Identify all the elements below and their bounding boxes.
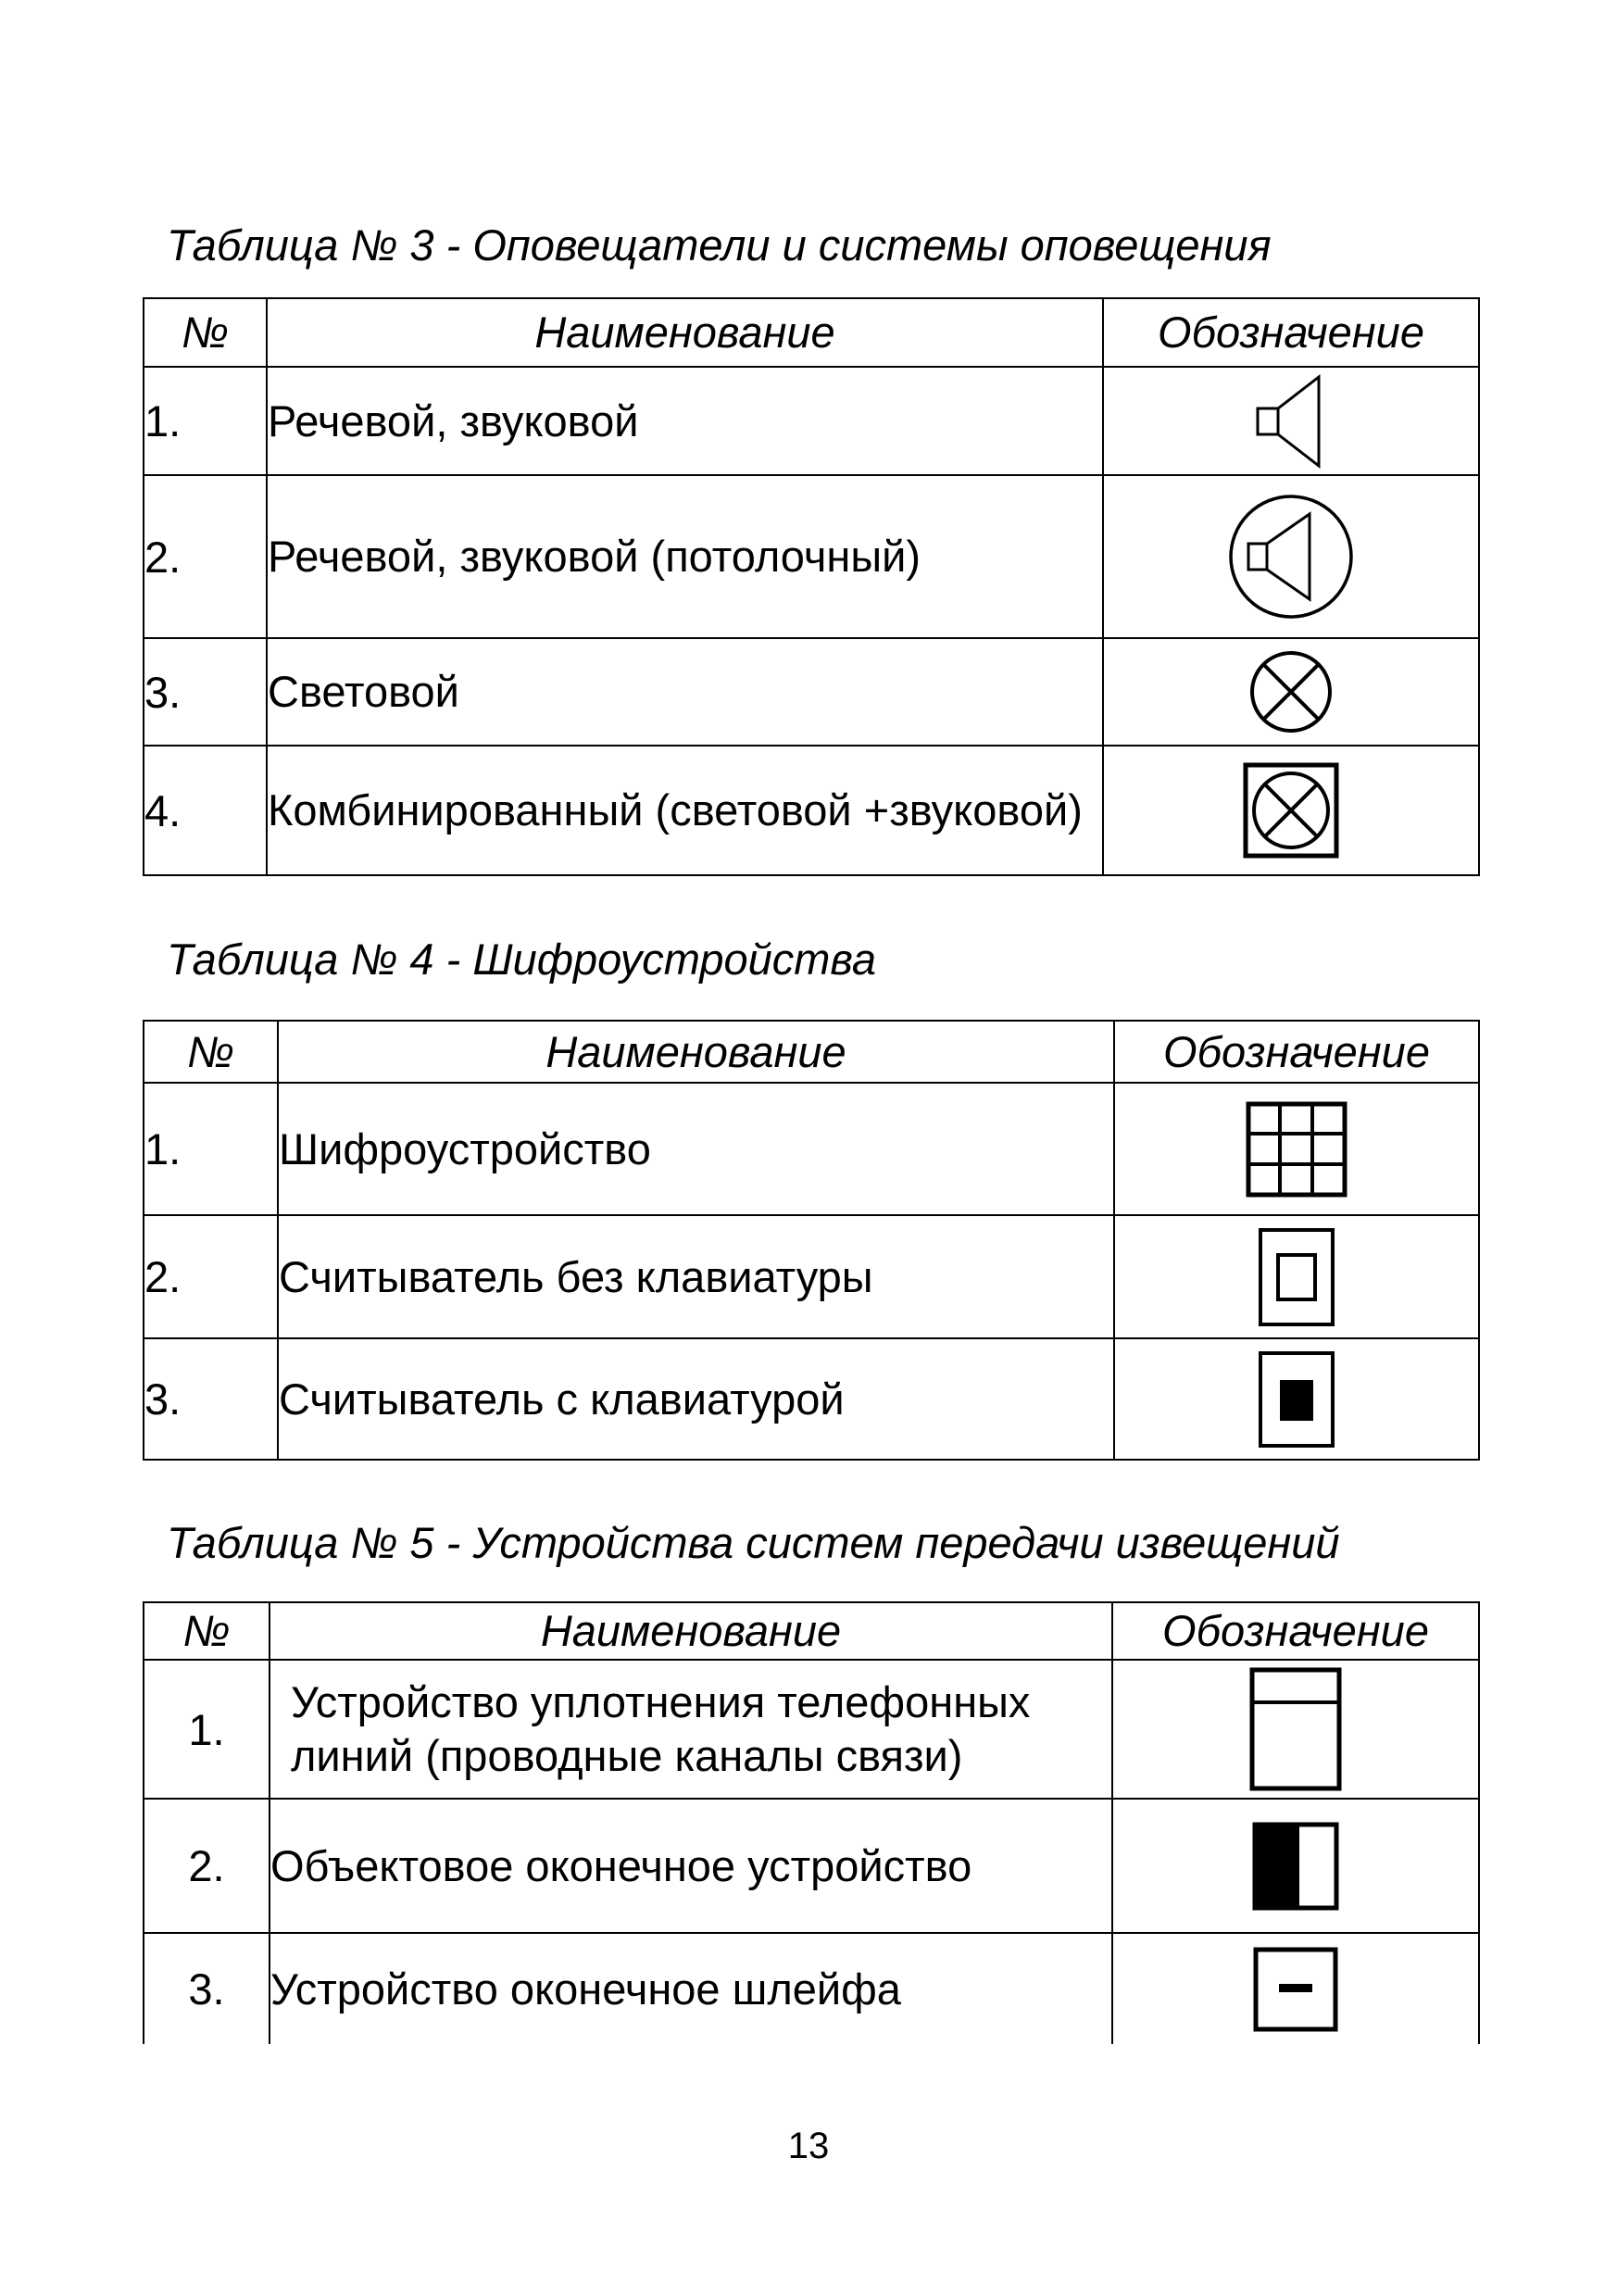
table-header-row [144,1021,1479,1083]
row-number: 1. [144,1660,270,1799]
row-symbol [1103,746,1479,875]
column-header-name: Наименование [270,1602,1112,1660]
row-number: 3. [144,638,267,746]
row-number: 2. [144,1215,278,1338]
row-name: Комбинированный (световой +звуковой) [267,746,1103,875]
row-symbol [1114,1083,1479,1215]
terminal-device-icon [1252,1822,1339,1911]
table-row [144,1660,1479,1799]
loop-terminator-icon [1253,1947,1338,2032]
row-number: 3. [144,1933,270,2044]
table-4 [143,1020,1480,1461]
row-symbol [1112,1799,1479,1933]
column-header-symbol: Обозначение [1112,1602,1479,1660]
table-row [144,1799,1479,1933]
table-row [144,475,1479,638]
column-header-num: № [144,298,267,367]
reader-icon [1258,1227,1335,1327]
light-signal-icon [1247,648,1335,735]
column-header-num: № [144,1602,270,1660]
table-row [144,367,1479,475]
column-header-name: Наименование [267,298,1103,367]
column-header-symbol: Обозначение [1114,1021,1479,1083]
speaker-icon [1254,373,1328,470]
table-row [144,638,1479,746]
row-symbol [1112,1933,1479,2044]
combined-signal-icon [1243,762,1339,859]
table-3-caption: Таблица № 3 - Оповещатели и системы оповещения [167,220,1272,270]
row-name: Речевой, звуковой (потолочный) [267,475,1103,638]
table-3 [143,297,1480,876]
keypad-icon [1246,1101,1348,1198]
row-name: Устройство оконечное шлейфа [270,1933,1112,2044]
table-row [144,746,1479,875]
column-header-symbol: Обозначение [1103,298,1479,367]
table-row [144,1338,1479,1460]
page-number: 13 [787,2126,830,2166]
row-name: Считыватель без клавиатуры [278,1215,1114,1338]
row-name: Световой [267,638,1103,746]
row-name: Речевой, звуковой [267,367,1103,475]
table-header-row [144,1602,1479,1660]
table-4-caption: Таблица № 4 - Шифроустройства [167,935,877,984]
row-number: 2. [144,475,267,638]
row-symbol [1103,367,1479,475]
column-header-name: Наименование [278,1021,1114,1083]
row-number: 3. [144,1338,278,1460]
ceiling-speaker-icon [1226,492,1356,621]
row-name: Объектовое оконечное устройство [270,1799,1112,1933]
row-name: Считыватель с клавиатурой [278,1338,1114,1460]
row-number: 2. [144,1799,270,1933]
table-5 [143,1601,1480,2044]
multiplexer-icon [1249,1667,1342,1791]
row-name: Шифроустройство [278,1083,1114,1215]
row-name: Устройство уплотнения телефонных линий (проводные каналы связи) [270,1660,1112,1799]
table-row [144,1215,1479,1338]
column-header-num: № [144,1021,278,1083]
row-symbol [1103,638,1479,746]
table-header-row [144,298,1479,367]
table-row [144,1933,1479,2044]
row-number: 1. [144,1083,278,1215]
row-symbol [1103,475,1479,638]
reader-keypad-icon [1258,1350,1335,1449]
row-symbol [1114,1215,1479,1338]
row-number: 1. [144,367,267,475]
table-5-caption: Таблица № 5 - Устройства систем передачи извещений [167,1518,1340,1567]
table-row [144,1083,1479,1215]
row-symbol [1114,1338,1479,1460]
row-number: 4. [144,746,267,875]
row-symbol [1112,1660,1479,1799]
